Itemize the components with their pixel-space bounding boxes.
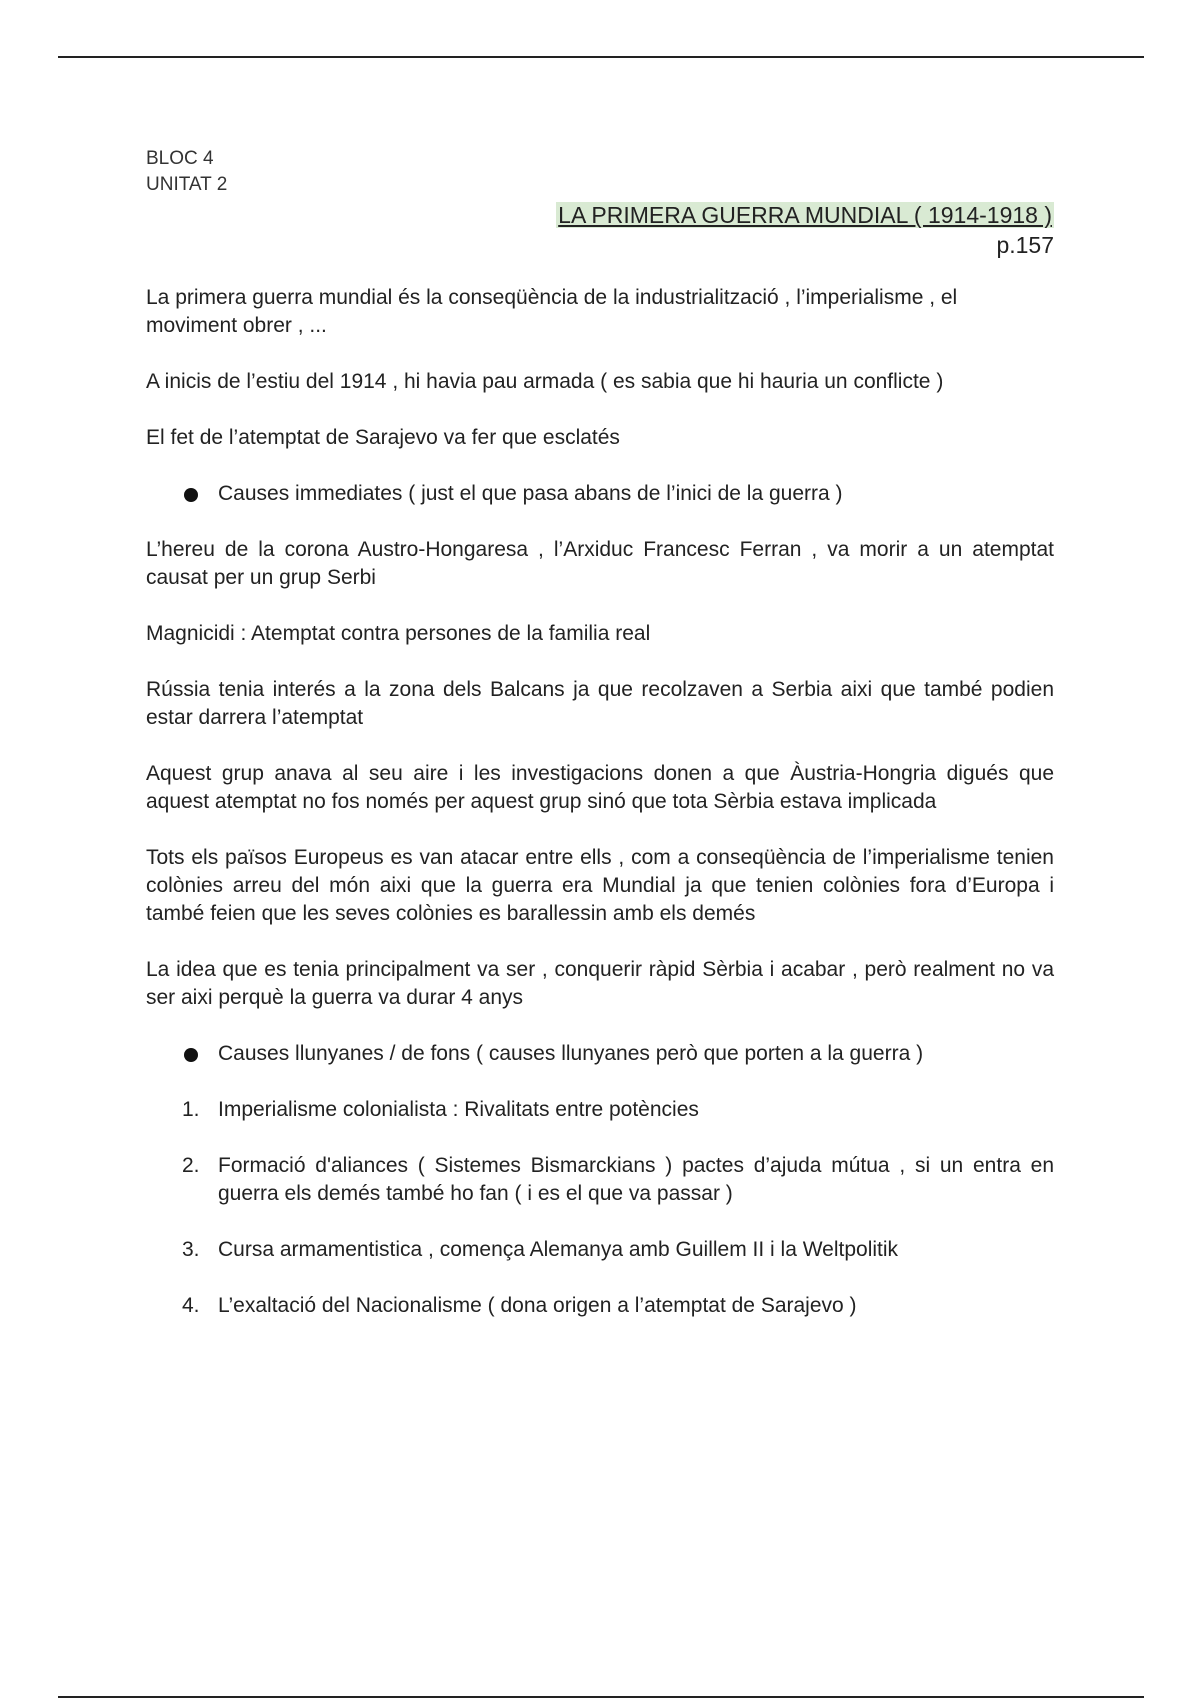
list-number: 3. xyxy=(182,1238,200,1261)
bullet-heading-immediate-causes xyxy=(146,480,1054,508)
bullet-heading-distant-causes xyxy=(146,1040,1054,1068)
bullet-icon xyxy=(184,488,198,502)
bloc-label: BLOC 4 xyxy=(146,148,214,169)
document-title: LA PRIMERA GUERRA MUNDIAL ( 1914-1918 ) xyxy=(558,202,1052,228)
list-item-text: L’exaltació del Nacionalisme ( dona origen a l’atemptat de Sarajevo ) xyxy=(218,1294,857,1317)
list-item-text: Imperialisme colonialista : Rivalitats entre potències xyxy=(218,1098,699,1121)
list-number: 1. xyxy=(182,1098,200,1121)
bullet-icon xyxy=(184,1048,198,1062)
body-paragraph: Magnicidi : Atemptat contra persones de la familia real xyxy=(146,622,651,645)
body-paragraph: Rússia tenia interés a la zona dels Balcans ja que recolzaven a Serbia aixi que també podien estar darrera l’atemptat xyxy=(146,678,1054,729)
intro-paragraph: El fet de l’atemptat de Sarajevo va fer que esclatés xyxy=(146,426,620,449)
list-number: 4. xyxy=(182,1294,200,1317)
list-item xyxy=(146,1236,1054,1264)
list-item-text: Cursa armamentistica , comença Alemanya amb Guillem II i la Weltpolitik xyxy=(218,1238,899,1261)
intro-paragraph: A inicis de l’estiu del 1914 , hi havia pau armada ( es sabia que hi hauria un conflicte ) xyxy=(146,370,944,393)
list-item xyxy=(146,1096,1054,1124)
bullet-heading-text: Causes llunyanes / de fons ( causes llunyanes però que porten a la guerra ) xyxy=(218,1042,924,1065)
body-paragraph: Tots els països Europeus es van atacar entre ells , com a conseqüència de l’imperialisme tenien colònies arreu del món aixi que la guerra era Mundial ja que tenien colònies fora d’Europa i també feien que les seves colònies es barallessin amb els demés xyxy=(146,846,1054,925)
list-item xyxy=(146,1152,1054,1208)
body-paragraph: La idea que es tenia principalment va ser , conquerir ràpid Sèrbia i acabar , però realment no va ser aixi perquè la guerra va durar 4 anys xyxy=(146,958,1054,1009)
document-page xyxy=(146,146,1054,1320)
bullet-heading-text: Causes immediates ( just el que pasa abans de l’inici de la guerra ) xyxy=(218,482,843,505)
body-paragraph: Aquest grup anava al seu aire i les investigacions donen a que Àustria-Hongria digués que aquest atemptat no fos només per aquest grup sinó que tota Sèrbia estava implicada xyxy=(146,762,1054,813)
list-item xyxy=(146,1292,1054,1320)
unit-label: UNITAT 2 xyxy=(146,174,228,195)
list-item-text: Formació d'aliances ( Sistemes Bismarckians ) pactes d’ajuda mútua , si un entra en guerra els demés també ho fan ( i es el que va passar ) xyxy=(218,1154,1054,1205)
top-rule xyxy=(58,56,1144,58)
body-paragraph: L’hereu de la corona Austro-Hongaresa , l’Arxiduc Francesc Ferran , va morir a un atemptat causat per un grup Serbi xyxy=(146,538,1054,589)
intro-paragraph: La primera guerra mundial és la conseqüència de la industrialització , l’imperialisme , el moviment obrer , ... xyxy=(146,286,958,337)
bottom-rule xyxy=(58,1696,1144,1698)
title-row xyxy=(146,200,1054,230)
page-reference: p.157 xyxy=(996,232,1054,258)
list-number: 2. xyxy=(182,1154,200,1177)
